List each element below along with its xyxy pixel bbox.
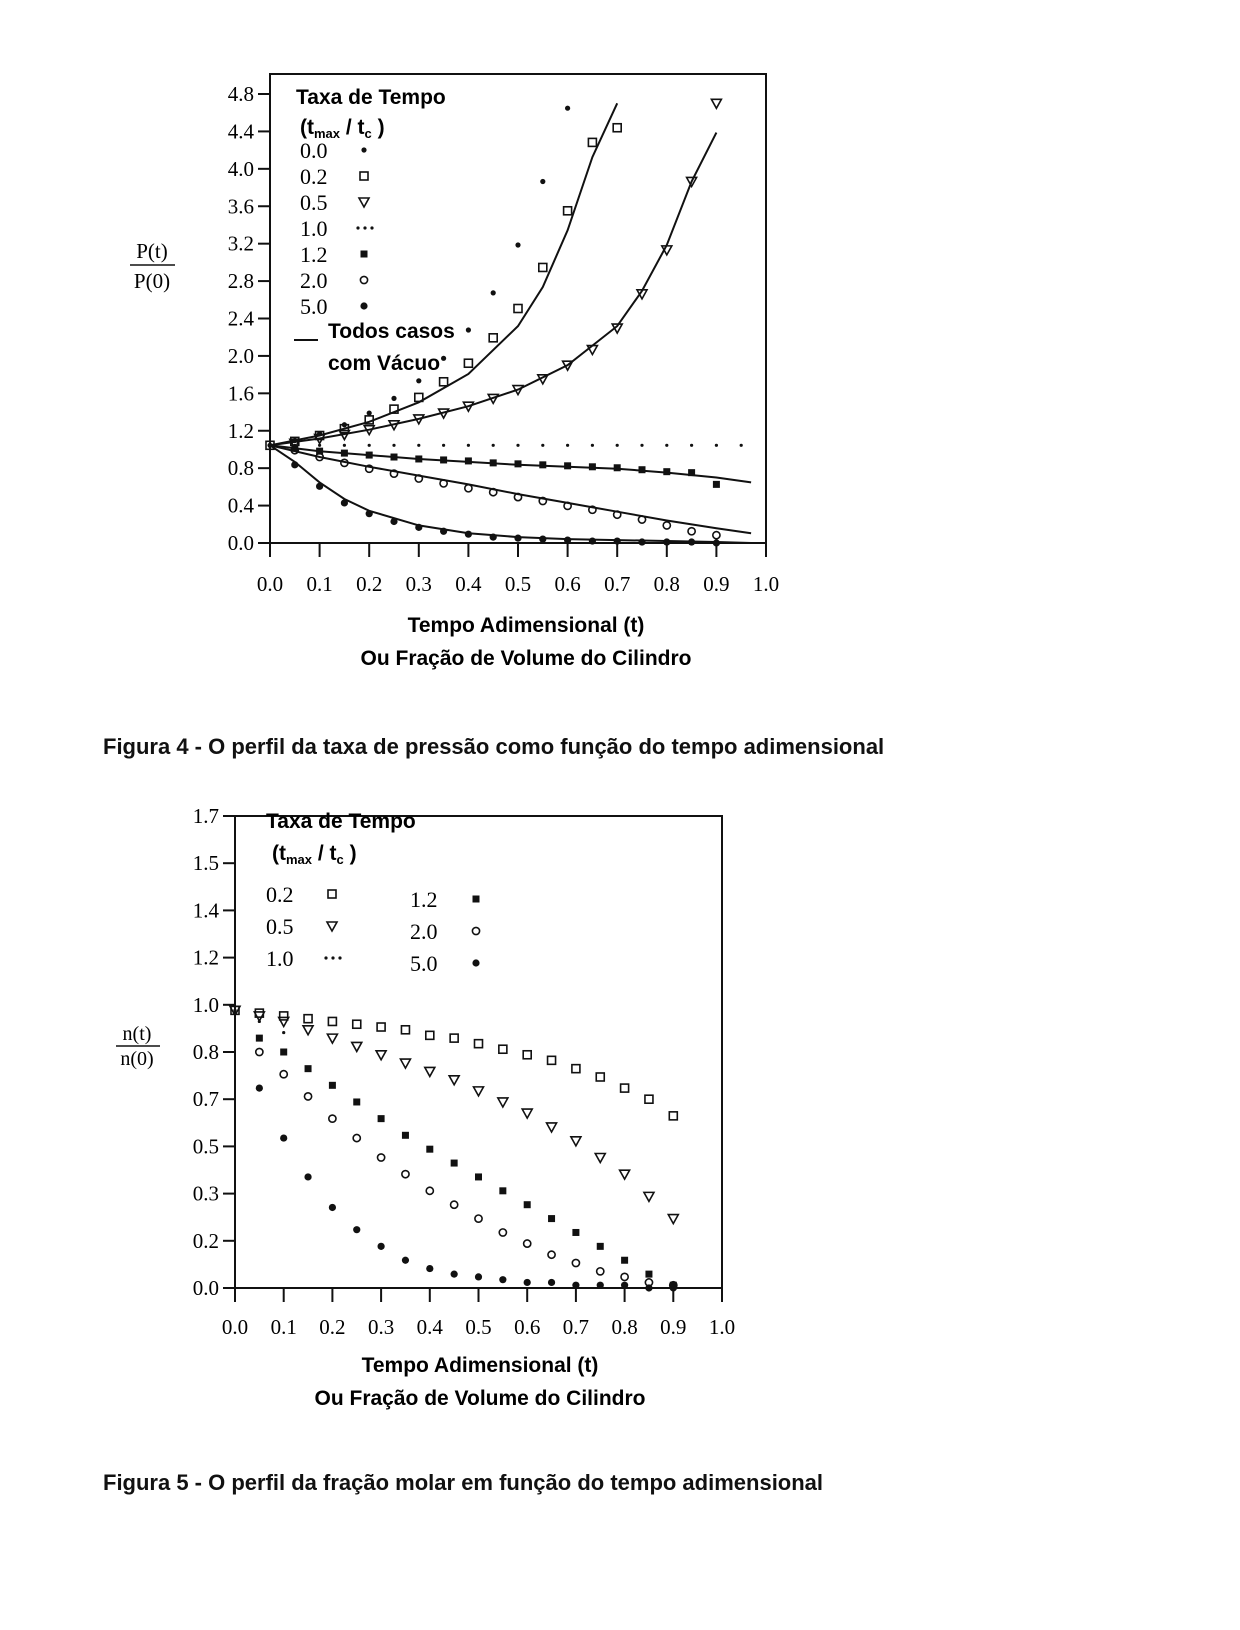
point-series-0.5 [522,1109,532,1118]
plot-frame [235,816,722,1288]
legend-label-2.0: 2.0 [410,919,438,944]
y-tick-label: 2.0 [227,343,254,368]
curve-vacuo-4 [270,445,751,533]
x-tick-label: 0.9 [660,1315,687,1339]
point-series-1.0 [516,444,519,447]
point-series-0.5 [400,1059,410,1068]
point-series-1.2 [329,1082,336,1089]
point-series-0.2 [645,1095,653,1103]
legend-label-1.0: 1.0 [300,216,328,241]
point-series-0.5 [279,1017,289,1026]
x-tick-label: 0.7 [562,1315,590,1339]
point-series-5.0 [465,531,472,538]
point-series-5.0 [539,535,546,542]
point-series-0.2 [450,1034,458,1042]
x-tick-label: 0.1 [306,572,333,596]
x-tick-label: 0.3 [405,572,432,596]
point-series-5.0 [514,535,521,542]
y-label-numerator: P(t) [136,239,168,263]
point-series-0.2 [440,378,448,386]
point-series-1.2 [490,459,497,466]
legend-marker-5.0 [472,959,479,966]
point-series-0.5 [547,1123,557,1132]
point-series-5.0 [366,510,373,517]
point-series-0.5 [327,1034,337,1043]
point-series-1.2 [548,1215,555,1222]
y-tick-label: 0.2 [192,1228,219,1253]
point-series-0.5 [449,1076,459,1085]
y-tick-label: 4.0 [227,156,254,181]
point-series-1.2 [524,1201,531,1208]
legend-items [300,138,374,319]
point-series-5.0 [451,1271,458,1278]
legend-line-label-2: com Vácuo [328,352,441,375]
point-series-2.0 [572,1259,579,1266]
legend-label-0.2: 0.2 [300,164,328,189]
point-series-1.2 [614,464,621,471]
y-tick-label: 0.0 [192,1276,219,1300]
x-tick-label: 0.4 [455,572,482,596]
point-series-0.5 [644,1192,654,1201]
point-series-1.2 [415,455,422,462]
point-series-5.0 [548,1279,555,1286]
legend-marker-1.2 [473,896,480,903]
legend-label-1.0: 1.0 [266,946,294,971]
point-series-1.2 [440,456,447,463]
point-series-0.2 [564,207,572,215]
point-series-0.5 [474,1087,484,1096]
point-series-0.2 [426,1031,434,1039]
point-series-0.0 [466,327,471,332]
x-tick-label: 0.0 [256,572,284,596]
x-tick-label: 0.2 [356,572,383,596]
point-series-1.0 [640,444,643,447]
point-series-2.0 [499,1229,506,1236]
legend-label-1.2: 1.2 [410,887,438,912]
point-series-1.2 [402,1132,409,1139]
point-series-1.0 [566,444,569,447]
point-series-1.0 [318,444,321,447]
curve-vacuo-2 [270,133,716,446]
y-axis-label [116,1023,160,1070]
point-series-1.2 [639,466,646,473]
point-series-2.0 [548,1251,555,1258]
legend-marker-1.0 [363,226,366,229]
point-series-2.0 [621,1273,628,1280]
point-series-5.0 [316,483,323,490]
point-series-2.0 [475,1215,482,1222]
point-series-0.0 [367,410,372,415]
y-tick-label: 0.5 [192,1134,219,1159]
point-series-1.0 [442,444,445,447]
legend-label-5.0: 5.0 [300,294,328,319]
legend-label-0.5: 0.5 [266,914,294,939]
legend-marker-0.5 [327,922,337,931]
point-series-5.0 [440,528,447,535]
point-series-1.0 [368,444,371,447]
point-series-5.0 [378,1243,385,1250]
x-tick-label: 0.0 [221,1315,249,1339]
legend-label-5.0: 5.0 [410,951,438,976]
point-series-2.0 [256,1048,263,1055]
point-series-0.5 [352,1042,362,1051]
point-series-0.2 [401,1026,409,1034]
legend-marker-1.0 [338,956,341,959]
point-series-5.0 [353,1226,360,1233]
point-series-5.0 [621,1282,628,1289]
point-series-1.0 [690,444,693,447]
point-series-1.0 [616,444,619,447]
point-series-2.0 [663,522,670,529]
point-series-5.0 [645,1284,652,1291]
y-tick-label: 1.5 [192,851,219,876]
point-series-1.0 [740,444,743,447]
y-tick-label: 0.8 [227,456,254,481]
legend-marker-1.0 [356,226,359,229]
point-series-1.2 [391,454,398,461]
point-series-1.2 [589,463,596,470]
x-tick-label: 0.5 [465,1315,492,1339]
point-series-5.0 [280,1134,287,1141]
point-series-5.0 [390,518,397,525]
legend-marker-1.2 [361,251,368,258]
legend-label-0.2: 0.2 [266,882,294,907]
point-series-1.0 [258,1020,261,1023]
point-series-5.0 [426,1265,433,1272]
point-series-1.2 [663,468,670,475]
x-axis-label: Tempo Adimensional (t) [407,614,645,637]
point-series-1.0 [467,444,470,447]
point-series-0.5 [595,1154,605,1163]
x-tick-label: 0.8 [653,572,680,596]
point-series-5.0 [688,538,695,545]
point-series-1.0 [343,444,346,447]
point-series-5.0 [572,1282,579,1289]
x-tick-label: 0.4 [416,1315,443,1339]
point-series-2.0 [378,1154,385,1161]
point-series-5.0 [341,499,348,506]
y-tick-label: 1.2 [192,945,219,970]
point-series-2.0 [353,1134,360,1141]
point-series-1.0 [591,444,594,447]
point-series-1.2 [353,1098,360,1105]
point-series-5.0 [589,537,596,544]
point-series-5.0 [415,524,422,531]
point-series-2.0 [451,1201,458,1208]
legend-subtitle: (tmax / tc ) [272,842,357,867]
x-tick-label: 0.8 [611,1315,638,1339]
point-series-1.2 [465,457,472,464]
legend-marker-0.2 [328,890,336,898]
point-series-5.0 [304,1173,311,1180]
x-axis-label-2: Ou Fração de Volume do Cilindro [314,1387,646,1410]
point-series-0.2 [489,334,497,342]
point-series-2.0 [465,485,472,492]
legend-title: Taxa de Tempo [296,86,446,109]
point-series-0.2 [588,138,596,146]
legend-marker-0.0 [361,147,366,152]
y-tick-label: 0.4 [227,493,254,518]
point-series-0.2 [353,1020,361,1028]
figure-5-caption: Figura 5 - O perfil da fração molar em função do tempo adimensional [103,1470,824,1495]
point-series-5.0 [670,1284,677,1291]
point-series-1.2 [564,462,571,469]
point-series-0.0 [491,290,496,295]
point-series-1.2 [572,1229,579,1236]
point-series-1.2 [451,1160,458,1167]
pressure-ratio-chart [0,0,1240,720]
point-series-0.0 [540,179,545,184]
point-series-0.2 [613,124,621,132]
point-series-1.0 [715,444,718,447]
point-series-5.0 [524,1279,531,1286]
point-series-0.2 [621,1084,629,1092]
point-series-0.5 [668,1215,678,1224]
point-series-1.0 [665,444,668,447]
point-series-1.2 [280,1049,287,1056]
point-series-0.5 [571,1137,581,1146]
legend-items [266,882,480,976]
point-series-5.0 [663,538,670,545]
point-series-2.0 [713,532,720,539]
point-series-2.0 [426,1187,433,1194]
point-series-2.0 [280,1071,287,1078]
point-series-1.0 [282,1031,285,1034]
legend-title: Taxa de Tempo [266,810,416,833]
x-tick-label: 1.0 [708,1315,736,1339]
figure-4-caption: Figura 4 - O perfil da taxa de pressão como função do tempo adimensional [103,734,885,759]
point-series-5.0 [490,534,497,541]
legend-marker-2.0 [360,276,367,283]
legend-marker-5.0 [360,302,367,309]
legend-label-0.5: 0.5 [300,190,328,215]
point-series-1.0 [417,444,420,447]
point-series-0.2 [514,305,522,313]
point-series-2.0 [304,1093,311,1100]
point-series-1.0 [492,444,495,447]
point-series-1.2 [256,1035,263,1042]
point-series-0.5 [303,1026,313,1035]
point-series-0.2 [596,1073,604,1081]
x-tick-label: 0.3 [367,1315,395,1339]
point-series-2.0 [329,1115,336,1122]
point-series-0.5 [376,1051,386,1060]
y-label-numerator: n(t) [122,1023,152,1045]
point-series-1.0 [392,444,395,447]
y-label-denominator: P(0) [133,269,171,293]
y-tick-label: 0.8 [192,1040,219,1064]
molar-fraction-chart [0,780,1240,1460]
x-axis-label-2: Ou Fração de Volume do Cilindro [360,647,692,670]
point-series-1.2 [713,481,720,488]
legend-marker-2.0 [472,927,479,934]
x-tick-label: 0.6 [554,572,581,596]
point-series-0.5 [711,99,721,108]
point-series-0.5 [498,1098,508,1107]
legend [294,86,455,375]
legend-label-1.2: 1.2 [300,242,328,267]
point-series-1.2 [499,1187,506,1194]
y-tick-label: 1.2 [227,418,254,443]
legend-label-0.0: 0.0 [300,138,328,163]
y-tick-label: 4.8 [227,82,254,106]
point-series-0.0 [515,242,520,247]
legend-marker-1.0 [324,956,327,959]
x-axis-label: Tempo Adimensional (t) [361,1354,599,1377]
legend-marker-0.2 [360,172,368,180]
point-series-1.0 [268,444,271,447]
point-series-0.2 [548,1056,556,1064]
figure-4 [0,0,1240,725]
point-series-1.2 [688,469,695,476]
y-tick-label: 0.0 [227,531,254,555]
point-series-0.5 [425,1067,435,1076]
y-tick-label: 1.7 [192,804,219,828]
y-tick-label: 2.8 [227,269,254,294]
point-series-1.2 [305,1065,312,1072]
legend-subtitle: (tmax / tc ) [300,116,385,141]
y-tick-label: 0.7 [192,1087,219,1112]
point-series-1.2 [366,452,373,459]
y-tick-label: 4.4 [227,119,254,144]
point-series-1.2 [645,1271,652,1278]
point-series-0.2 [539,263,547,271]
point-series-5.0 [597,1282,604,1289]
point-series-0.2 [499,1045,507,1053]
point-series-1.0 [541,444,544,447]
x-tick-label: 0.5 [504,572,532,596]
point-series-0.2 [523,1051,531,1059]
point-series-1.2 [475,1173,482,1180]
point-series-0.2 [328,1017,336,1025]
x-tick-label: 1.0 [752,572,780,596]
point-series-5.0 [475,1273,482,1280]
legend-marker-1.0 [331,956,334,959]
point-series-1.2 [539,461,546,468]
legend-marker-1.0 [370,226,373,229]
point-series-2.0 [688,528,695,535]
point-series-0.2 [464,359,472,367]
point-series-0.2 [669,1112,677,1120]
y-tick-label: 3.6 [227,194,254,219]
point-series-1.2 [621,1257,628,1264]
x-tick-label: 0.6 [514,1315,541,1339]
y-tick-label: 1.4 [192,898,219,923]
point-series-0.2 [475,1040,483,1048]
y-tick-label: 1.6 [227,381,254,406]
point-series-1.2 [515,460,522,467]
y-tick-label: 2.4 [227,306,254,331]
point-series-1.2 [378,1115,385,1122]
figure-5 [0,780,1240,1465]
x-tick-label: 0.9 [703,572,730,596]
legend-marker-0.5 [359,198,369,207]
point-series-5.0 [713,539,720,546]
point-series-5.0 [291,461,298,468]
y-axis-label [130,239,175,293]
point-series-0.2 [304,1015,312,1023]
point-series-1.0 [233,1009,236,1012]
point-series-0.0 [391,396,396,401]
point-series-0.5 [620,1170,630,1179]
point-series-5.0 [614,537,621,544]
legend-line-label-1: Todos casos [328,320,455,343]
point-series-2.0 [402,1171,409,1178]
point-series-0.2 [280,1012,288,1020]
point-series-0.2 [572,1065,580,1073]
y-label-denominator: n(0) [120,1048,154,1070]
x-tick-label: 0.7 [604,572,631,596]
point-series-5.0 [499,1276,506,1283]
point-series-5.0 [329,1204,336,1211]
point-series-2.0 [524,1240,531,1247]
point-series-1.2 [597,1243,604,1250]
point-series-5.0 [638,538,645,545]
data-points [230,1006,678,1291]
point-series-2.0 [597,1268,604,1275]
y-tick-label: 1.0 [192,992,219,1017]
point-series-0.0 [416,378,421,383]
x-tick-label: 0.1 [270,1315,297,1339]
point-series-5.0 [402,1257,409,1264]
point-series-0.0 [441,356,446,361]
y-tick-label: 0.3 [192,1181,219,1206]
point-series-1.2 [341,450,348,457]
legend [266,810,480,976]
point-series-0.0 [565,106,570,111]
point-series-1.2 [426,1146,433,1153]
point-series-5.0 [256,1084,263,1091]
y-tick-label: 3.2 [227,231,254,256]
x-tick-label: 0.2 [319,1315,346,1339]
point-series-5.0 [564,536,571,543]
point-series-0.2 [377,1023,385,1031]
legend-label-2.0: 2.0 [300,268,328,293]
